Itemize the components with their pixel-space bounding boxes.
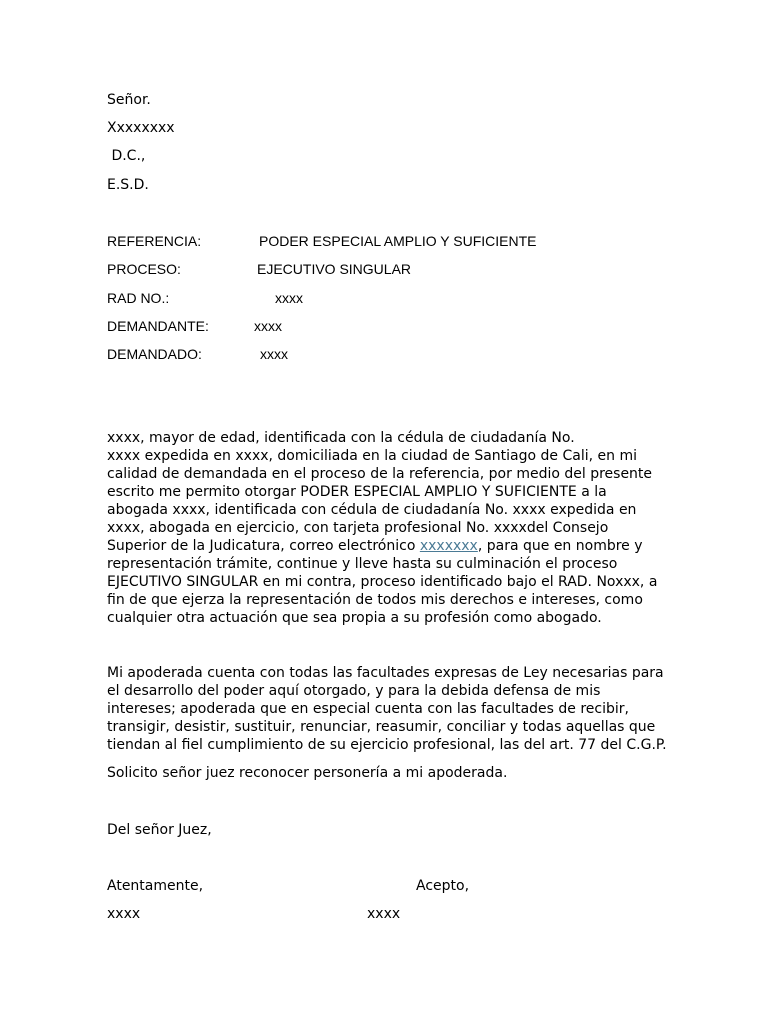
rad-row [107, 289, 303, 307]
defendant-row [107, 345, 288, 363]
addressee-name: Xxxxxxxx [107, 120, 175, 136]
attorney-name: xxxx [367, 906, 401, 922]
esd-label: E.S.D. [107, 177, 149, 193]
paragraph-line: transigir, desistir, sustituir, renunciar, reasumir, conciliar y todas aquellas que [107, 719, 656, 735]
paragraph-line: abogada xxxx, identificada con cédula de ciudadanía No. xxxx expedida en [107, 502, 637, 518]
faculties-paragraph [107, 664, 667, 754]
rad-value: xxxx [275, 290, 303, 306]
power-of-attorney-paragraph [107, 429, 667, 627]
paragraph-line: cualquier otra actuación que sea propia a su profesión como abogado. [107, 610, 602, 626]
paragraph-line: xxxx expedida en xxxx, domiciliada en la ciudad de Santiago de Cali, en mi [107, 448, 637, 464]
process-label: PROCESO: [107, 261, 181, 277]
paragraph-line: Mi apoderada cuenta con todas las facultades expresas de Ley necesarias para [107, 665, 664, 681]
defendant-label: DEMANDADO: [107, 346, 202, 362]
plaintiff-value: xxxx [254, 318, 282, 334]
accept-label: Acepto, [416, 878, 470, 894]
plaintiff-label: DEMANDANTE: [107, 318, 209, 334]
paragraph-text: , para que en nombre y [477, 538, 643, 554]
paragraph-line: EJECUTIVO SINGULAR en mi contra, proceso identificado bajo el RAD. Noxxx, a [107, 574, 658, 590]
addressee-city: D.C., [107, 148, 146, 164]
salutation: Señor. [107, 92, 151, 108]
paragraph-line: xxxx, abogada en ejercicio, con tarjeta profesional No. xxxxdel Consejo [107, 520, 609, 536]
paragraph-line: el desarrollo del poder aquí otorgado, y para la debida defensa de mis [107, 683, 601, 699]
paragraph-line-with-email [107, 537, 667, 555]
process-value: EJECUTIVO SINGULAR [257, 261, 412, 277]
email-link[interactable]: xxxxxxx [419, 538, 478, 554]
reference-row [107, 232, 537, 250]
paragraph-line: intereses; apoderada que en especial cuenta con las facultades de recibir, [107, 701, 629, 717]
request-paragraph: Solicito señor juez reconocer personería a mi apoderada. [107, 765, 508, 781]
rad-label: RAD NO.: [107, 290, 170, 306]
reference-value: PODER ESPECIAL AMPLIO Y SUFICIENTE [259, 233, 537, 249]
process-row [107, 260, 412, 278]
paragraph-line: fin de que ejerza la representación de todos mis derechos e intereses, como [107, 592, 643, 608]
paragraph-line: tiendan al fiel cumplimiento de su ejercicio profesional, las del art. 77 del C.G.P. [107, 737, 667, 753]
signatory-name: xxxx [107, 906, 141, 922]
paragraph-line: xxxx, mayor de edad, identificada con la cédula de ciudadanía No. [107, 430, 575, 446]
plaintiff-row [107, 317, 282, 335]
paragraph-line: representación trámite, continue y lleve hasta su culminación el proceso [107, 556, 618, 572]
defendant-value: xxxx [260, 346, 288, 362]
paragraph-line: escrito me permito otorgar PODER ESPECIAL AMPLIO Y SUFICIENTE a la [107, 484, 607, 500]
paragraph-line: calidad de demandada en el proceso de la referencia, por medio del presente [107, 466, 653, 482]
paragraph-text: Superior de la Judicatura, correo electrónico [107, 538, 420, 554]
sincerely-label: Atentamente, [107, 878, 204, 894]
reference-label: REFERENCIA: [107, 233, 202, 249]
closing-greeting: Del señor Juez, [107, 822, 212, 838]
